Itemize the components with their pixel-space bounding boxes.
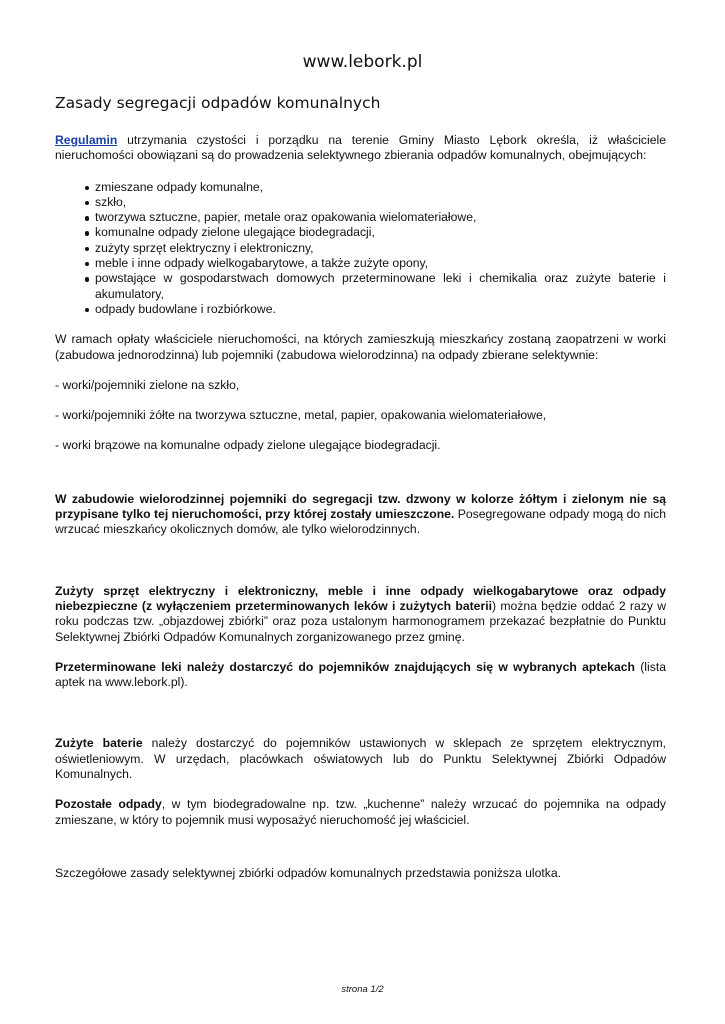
other-waste-bold: Pozostałe odpady <box>55 797 162 812</box>
closing-paragraph: Szczegółowe zasady selektywnej zbiórki odpadów komunalnych przedstawia poniższa ulotka. <box>55 865 562 880</box>
other-waste-paragraph <box>55 797 666 828</box>
green-bags-line: - worki/pojemniki zielone na szkło, <box>55 377 240 392</box>
fee-paragraph: W ramach opłaty właściciele nieruchomości, na których zamieszkują mieszkańcy zostaną zaopatrzeni w worki (zabudowa jednorodzinna) lub pojemniki (zabudowa wielorodzinna) na odpady zbierane selektywnie: <box>55 332 666 362</box>
electronics-text: ) można będzie oddać 2 razy w roku podczas tzw. „objazdowej zbiórki” oraz poza ustalonym harmonogramem przekazać bezpłatnie do Punktu Selektywnej Zbiórki Odpadów Komunalnych zorganizowanego przez gminę. <box>55 598 666 644</box>
brown-bags-line: - worki brązowe na komunalne odpady zielone ulegające biodegradacji. <box>55 438 441 453</box>
batteries-paragraph <box>55 736 666 782</box>
list-item: meble i inne odpady wielkogabarytowe, a także zużyte opony, <box>95 256 666 271</box>
intro-text: utrzymania czystości i porządku na terenie Gminy Miasto Lębork określa, iż właściciele nieruchomości obowiązani są do prowadzenia selektywnego zbierania odpadów komunalnych, obejmujących: <box>55 133 666 163</box>
regulamin-link[interactable]: Regulamin <box>55 133 118 147</box>
intro-paragraph <box>55 133 666 164</box>
list-item: powstające w gospodarstwach domowych przeterminowane leki i chemikalia oraz zużyte baterie i akumulatory, <box>95 271 666 301</box>
electronics-bold: Zużyty sprzęt elektryczny i elektroniczny, meble i inne odpady wielkogabarytowe oraz odpady niebezpieczne (z wyłączeniem przeterminowanych leków i zużytych baterii <box>55 583 666 613</box>
page-title: Zasady segregacji odpadów komunalnych <box>55 94 381 112</box>
site-title: www.lebork.pl <box>302 52 423 72</box>
list-item: zmieszane odpady komunalne, <box>95 180 666 195</box>
medicines-paragraph <box>55 660 666 691</box>
list-item: komunalne odpady zielone ulegające biodegradacji, <box>95 225 666 240</box>
multi-family-text: Posegregowane odpady mogą do nich wrzucać mieszkańcy okolicznych domów, ale tylko wielorodzinnych. <box>55 507 666 537</box>
list-item: odpady budowlane i rozbiórkowe. <box>95 302 666 317</box>
list-item: tworzywa sztuczne, papier, metale oraz opakowania wielomateriałowe, <box>95 210 666 225</box>
multi-family-bold: W zabudowie wielorodzinnej pojemniki do segregacji tzw. dzwony w kolorze żółtym i zielonym nie są przypisane tylko tej nieruchomości, przy której zostały umieszczone. <box>55 491 666 522</box>
multi-family-paragraph <box>55 492 666 538</box>
batteries-text: należy dostarczyć do pojemników ustawionych w sklepach ze sprzętem elektrycznym, oświetleniowym. W urzędach, placówkach oświatowych lub do Punktu Selektywnej Zbiórki Odpadów Komunalnych. <box>55 736 667 782</box>
batteries-bold: Zużyte baterie <box>55 736 143 751</box>
list-item: zużyty sprzęt elektryczny i elektroniczny, <box>95 241 666 256</box>
document-body <box>55 133 666 881</box>
electronics-paragraph <box>55 584 666 645</box>
page-number: strona 1/2 <box>341 984 384 995</box>
list-item: szkło, <box>95 195 666 210</box>
medicines-text: (lista aptek na www.lebork.pl). <box>55 659 666 690</box>
waste-types-list <box>55 180 666 318</box>
other-waste-text: , w tym biodegradowalne np. tzw. „kuchenne” należy wrzucać do pojemnika na odpady zmieszane, w który to pojemnik musi wyposażyć nieruchomość jej właściciel. <box>55 797 666 827</box>
yellow-bags-line: - worki/pojemniki żółte na tworzywa sztuczne, metal, papier, opakowania wielomateriałowe, <box>55 408 547 423</box>
medicines-bold: Przeterminowane leki należy dostarczyć do pojemników znajdujących się w wybranych aptekach <box>55 659 635 674</box>
